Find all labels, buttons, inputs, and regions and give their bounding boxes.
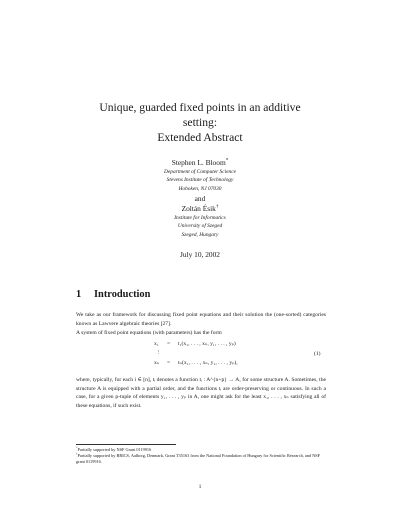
affiliation-line: Department of Computer Science xyxy=(163,169,236,175)
author-2-affiliation xyxy=(0,214,400,239)
footnote-2-text: Partially supported by BRICS, Aalborg, Denmark, Grant T35163 from the National Foundation of Hungary for Scientific Research, and NSF grant 0119916. xyxy=(76,453,321,464)
title-line-1: Unique, guarded fixed points in an additive xyxy=(99,101,301,114)
affiliation-line: Stevens Institute of Technology xyxy=(166,177,234,184)
equation-row-2-equals: = xyxy=(167,360,171,366)
footnote-rule xyxy=(76,444,176,445)
footnote-1-mark: * xyxy=(76,445,78,450)
author-1-name: Stephen L. Bloom xyxy=(171,158,226,167)
section-number: 1 xyxy=(76,289,82,300)
equation-row-1-lhs: x₁ xyxy=(154,341,159,347)
equation-row-2-rhs: tₙ(x₁, . . . , xₙ, y₁, . . . , yₚ), xyxy=(178,360,238,366)
author-1-affiliation xyxy=(0,168,400,193)
equation-row-2-lhs: xₙ xyxy=(154,360,160,366)
author-2 xyxy=(0,204,400,213)
equation-vdots: ⋮ xyxy=(156,350,162,356)
paragraph-2: A system of fixed point equations (with parameters) has the form xyxy=(76,330,222,336)
footnote-1-text: Partially supported by NSF Grant 0119916 xyxy=(77,447,152,452)
equation-number: (1) xyxy=(314,351,321,357)
title-line-2: setting: xyxy=(182,116,218,130)
and-separator: and xyxy=(194,194,206,203)
affiliation-line: Institute for Informatics xyxy=(174,215,226,221)
page-number: 1 xyxy=(198,484,202,490)
author-1-footnote-mark: * xyxy=(225,157,229,164)
author-2-footnote-mark: † xyxy=(215,203,219,210)
footnote-2 xyxy=(76,453,326,464)
author-1 xyxy=(0,158,400,167)
paper-date: July 10, 2002 xyxy=(179,250,221,259)
affiliation-line: Szeged, Hungary xyxy=(181,231,219,238)
affiliation-line: Hoboken, NJ 07030 xyxy=(178,185,222,192)
equation-row-1-equals: = xyxy=(167,341,171,347)
equation-row-1-rhs: t₁(x₁, . . . , xₙ, y₁, . . . , yₚ) xyxy=(178,341,236,347)
affiliation-line: University of Szeged xyxy=(177,223,223,230)
paper-title xyxy=(0,100,400,146)
footnote-1 xyxy=(76,447,326,453)
author-2-name: Zoltán Ésik xyxy=(181,204,216,213)
title-line-3: Extended Abstract xyxy=(157,131,243,145)
paragraph-3: where, typically, for each i ∈ [n], tᵢ denotes a function tᵢ : A^{n+p} → A, for some structure A. Sometimes, the structure A is equipped with a partial order, and the functions tᵢ are order-preserving or continuous. In such a case, for a given p-tuple of elements y₁, . . . , yₚ in A, one might ask for the least x₁, . . . , xₙ satisfying all of these equations, if such exist. xyxy=(76,377,326,409)
footnote-2-mark: † xyxy=(76,451,78,456)
section-heading xyxy=(76,289,150,300)
section-title: Introduction xyxy=(94,289,151,300)
paragraph-1: We take as our framework for discussing fixed point equations and their solution the (one-sorted) categories known as Lawvere algebraic theories [27]. xyxy=(76,312,326,327)
